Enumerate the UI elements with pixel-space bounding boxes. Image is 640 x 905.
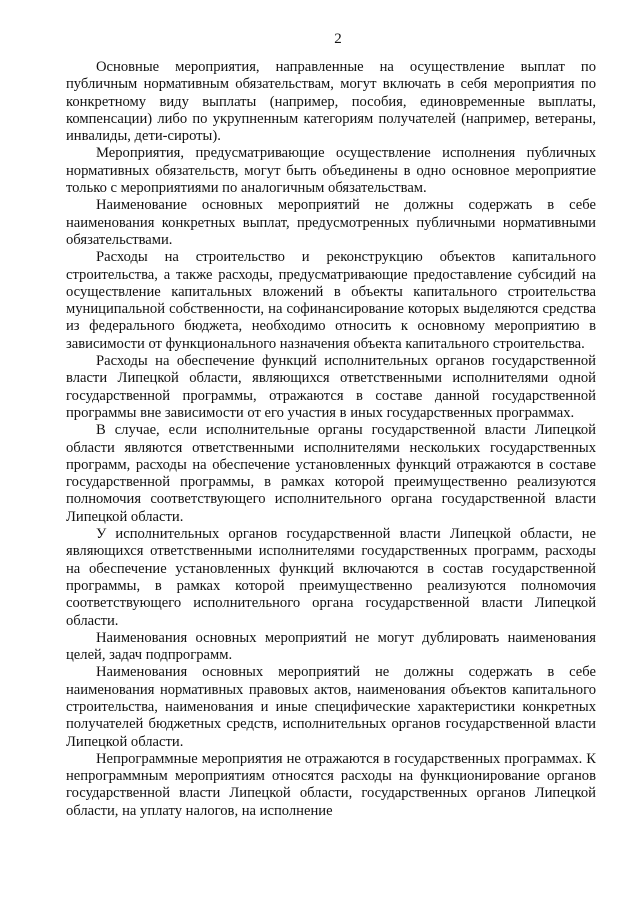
paragraph-naming-restrictions: Наименования основных мероприятий не должны содержать в себе наименования нормативных правовых актов, наименования объектов капитального строительства, наименования и иные специфические характеристики конкретных получателей бюджетных средств, исполнительных органов государственной власти Липецкой области.	[66, 664, 596, 750]
page-number: 2	[334, 31, 342, 47]
paragraph-naming-duplication: Наименования основных мероприятий не могут дублировать наименования целей, задач подпрограмм.	[66, 629, 596, 664]
paragraph-naming-payments: Наименование основных мероприятий не должны содержать в себе наименования конкретных выплат, предусмотренных публичными нормативными обязательствами.	[66, 197, 596, 248]
document-page	[66, 30, 596, 820]
paragraph-executive-functions-single: Расходы на обеспечение функций исполнительных органов государственной власти Липецкой области, являющихся ответственными исполнителями одной государственной программы, отражаются в составе данной государственной программы вне зависимости от его участия в иных государственных программах.	[66, 353, 596, 421]
paragraph-non-program-activities: Непрограммные мероприятия не отражаются в государственных программах. К непрограммным мероприятиям относятся расходы на функционирование органов государственной власти Липецкой области, государственных органов Липецкой области, на уплату налогов, на исполнение	[66, 750, 596, 819]
paragraph-executive-functions-multiple: В случае, если исполнительные органы государственной власти Липецкой области являются ответственными исполнителями нескольких государственных программ, расходы на обеспечение установленных функций отражаются в составе государственной программы, в рамках которой преимущественно реализуются полномочия соответствующего исполнительного органа государственной власти Липецкой области.	[66, 422, 596, 525]
paragraph-capital-construction: Расходы на строительство и реконструкцию объектов капитального строительства, а также расходы, предусматривающие предоставление субсидий на осуществление капитальных вложений в объекты капитального строительства муниципальной собственности, на софинансирование которых выделяются средства из федерального бюджета, необходимо относить к основному мероприятию в зависимости от функционального назначения объекта капитального строительства.	[66, 249, 596, 352]
paragraph-public-obligations-merge: Мероприятия, предусматривающие осуществление исполнения публичных нормативных обязательств, могут быть объединены в одно основное мероприятие только с мероприятиями по аналогичным обязательствам.	[66, 145, 596, 197]
paragraph-public-obligations-payments: Основные мероприятия, направленные на осуществление выплат по публичным нормативным обязательствам, могут включать в себя мероприятия по конкретному виду выплаты (например, пособия, единовременные выплаты, компенсации) либо по укрупненным категориям получателей (например, ветераны, инвалиды, дети-сироты).	[66, 59, 596, 145]
paragraph-non-responsible-executives: У исполнительных органов государственной власти Липецкой области, не являющихся ответственными исполнителями государственных программ, расходы на обеспечение установленных функций включаются в состав государственной программы, в рамках которой преимущественно реализуются полномочия соответствующего исполнительного органа государственной власти Липецкой области.	[66, 526, 596, 629]
